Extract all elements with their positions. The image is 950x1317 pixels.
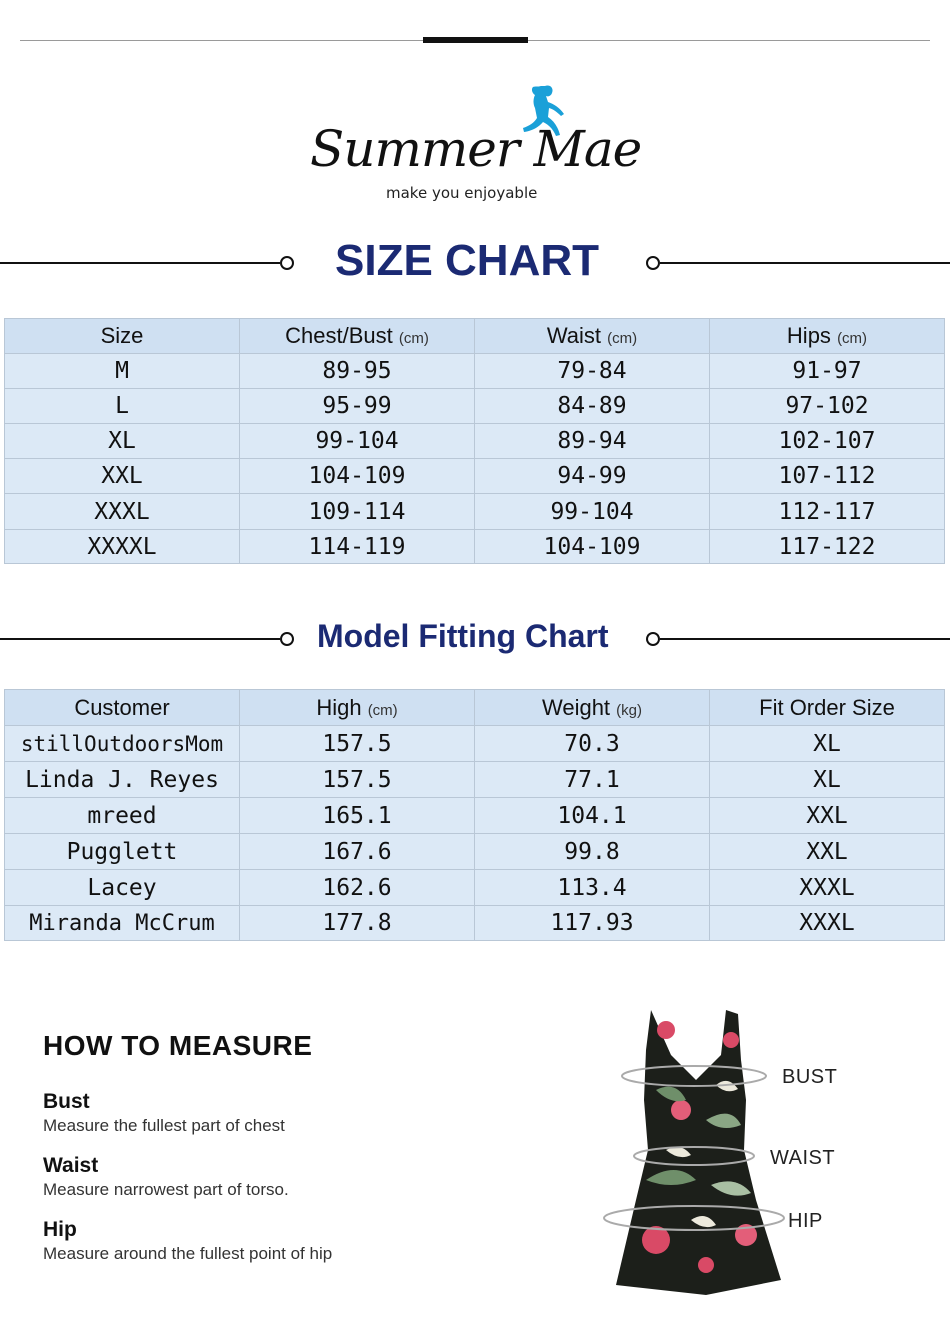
model-chart-table — [4, 689, 945, 941]
height-cell: 162.6 — [240, 870, 475, 906]
title-line-right — [660, 638, 950, 640]
measure-item-waist — [43, 1154, 563, 1200]
table-row — [5, 424, 945, 459]
title-line-right — [660, 262, 950, 264]
title-ring-right — [646, 632, 660, 646]
customer-cell: mreed — [5, 798, 240, 834]
measure-item-hip — [43, 1218, 563, 1264]
table-row — [5, 762, 945, 798]
table-row — [5, 459, 945, 494]
chest-cell: 109-114 — [240, 494, 475, 530]
size-cell: XXXL — [5, 494, 240, 530]
title-ring-left — [280, 256, 294, 270]
measure-item-bust — [43, 1090, 563, 1136]
title-ring-left — [280, 632, 294, 646]
title-line-left — [0, 638, 280, 640]
brand-name: Summer Mae — [310, 120, 642, 178]
fit-size-cell: XXXL — [710, 870, 945, 906]
weight-cell: 113.4 — [475, 870, 710, 906]
waist-label: WAIST — [770, 1147, 836, 1169]
measure-title: Waist — [43, 1154, 99, 1177]
top-accent-bar — [423, 37, 528, 43]
fit-size-cell: XL — [710, 762, 945, 798]
measure-desc: Measure the fullest part of chest — [43, 1116, 285, 1135]
chest-cell: 99-104 — [240, 424, 475, 459]
header-cell: Waist (cm) — [475, 319, 710, 354]
header-cell: Hips (cm) — [710, 319, 945, 354]
size-cell: XXL — [5, 459, 240, 494]
chest-cell: 95-99 — [240, 389, 475, 424]
waist-cell: 79-84 — [475, 354, 710, 389]
waist-cell: 94-99 — [475, 459, 710, 494]
size-cell: L — [5, 389, 240, 424]
table-row — [5, 870, 945, 906]
size-cell: M — [5, 354, 240, 389]
brand-tagline: make you enjoyable — [386, 184, 538, 202]
measure-desc: Measure around the fullest point of hip — [43, 1244, 333, 1263]
waist-cell: 104-109 — [475, 530, 710, 564]
header-cell: Weight (kg) — [475, 690, 710, 726]
how-to-measure-title: HOW TO MEASURE — [43, 1030, 313, 1061]
table-row — [5, 354, 945, 389]
fit-size-cell: XXL — [710, 834, 945, 870]
how-to-measure-section — [43, 1030, 563, 1282]
weight-cell: 77.1 — [475, 762, 710, 798]
chest-cell: 114-119 — [240, 530, 475, 564]
size-cell: XXXXL — [5, 530, 240, 564]
table-row — [5, 834, 945, 870]
header-cell: Size — [5, 319, 240, 354]
hips-cell: 97-102 — [710, 389, 945, 424]
table-row — [5, 530, 945, 564]
size-chart-table — [4, 318, 945, 564]
chest-cell: 89-95 — [240, 354, 475, 389]
table-row — [5, 906, 945, 941]
size-chart-title-row — [0, 236, 950, 285]
chest-cell: 104-109 — [240, 459, 475, 494]
hip-label: HIP — [788, 1210, 823, 1232]
measure-title: Bust — [43, 1090, 90, 1113]
header-cell: Chest/Bust (cm) — [240, 319, 475, 354]
waist-cell: 99-104 — [475, 494, 710, 530]
weight-cell: 117.93 — [475, 906, 710, 941]
customer-cell: Miranda McCrum — [5, 906, 240, 941]
table-header-row — [5, 319, 945, 354]
fit-size-cell: XXXL — [710, 906, 945, 941]
title-ring-right — [646, 256, 660, 270]
bust-label: BUST — [782, 1066, 838, 1088]
table-row — [5, 389, 945, 424]
customer-cell: Linda J. Reyes — [5, 762, 240, 798]
table-row — [5, 726, 945, 762]
height-cell: 167.6 — [240, 834, 475, 870]
table-row — [5, 798, 945, 834]
fit-size-cell: XL — [710, 726, 945, 762]
customer-cell: stillOutdoorsMom — [5, 726, 240, 762]
title-line-left — [0, 262, 280, 264]
hips-cell: 102-107 — [710, 424, 945, 459]
table-header-row — [5, 690, 945, 726]
waist-cell: 89-94 — [475, 424, 710, 459]
weight-cell: 104.1 — [475, 798, 710, 834]
fit-size-cell: XXL — [710, 798, 945, 834]
hips-cell: 117-122 — [710, 530, 945, 564]
weight-cell: 99.8 — [475, 834, 710, 870]
swim-dress-illustration — [596, 1000, 796, 1300]
header-cell: High (cm) — [240, 690, 475, 726]
model-chart-title: Model Fitting Chart — [317, 618, 609, 654]
brand-logo — [300, 80, 650, 210]
table-row — [5, 494, 945, 530]
measure-desc: Measure narrowest part of torso. — [43, 1180, 289, 1199]
customer-cell: Lacey — [5, 870, 240, 906]
weight-cell: 70.3 — [475, 726, 710, 762]
waist-cell: 84-89 — [475, 389, 710, 424]
size-chart-title: SIZE CHART — [335, 236, 599, 285]
hips-cell: 107-112 — [710, 459, 945, 494]
height-cell: 157.5 — [240, 726, 475, 762]
height-cell: 157.5 — [240, 762, 475, 798]
height-cell: 177.8 — [240, 906, 475, 941]
hips-cell: 91-97 — [710, 354, 945, 389]
header-cell: Customer — [5, 690, 240, 726]
model-chart-title-row — [0, 618, 950, 654]
customer-cell: Pugglett — [5, 834, 240, 870]
height-cell: 165.1 — [240, 798, 475, 834]
size-cell: XL — [5, 424, 240, 459]
hips-cell: 112-117 — [710, 494, 945, 530]
header-cell: Fit Order Size — [710, 690, 945, 726]
measure-title: Hip — [43, 1218, 77, 1241]
